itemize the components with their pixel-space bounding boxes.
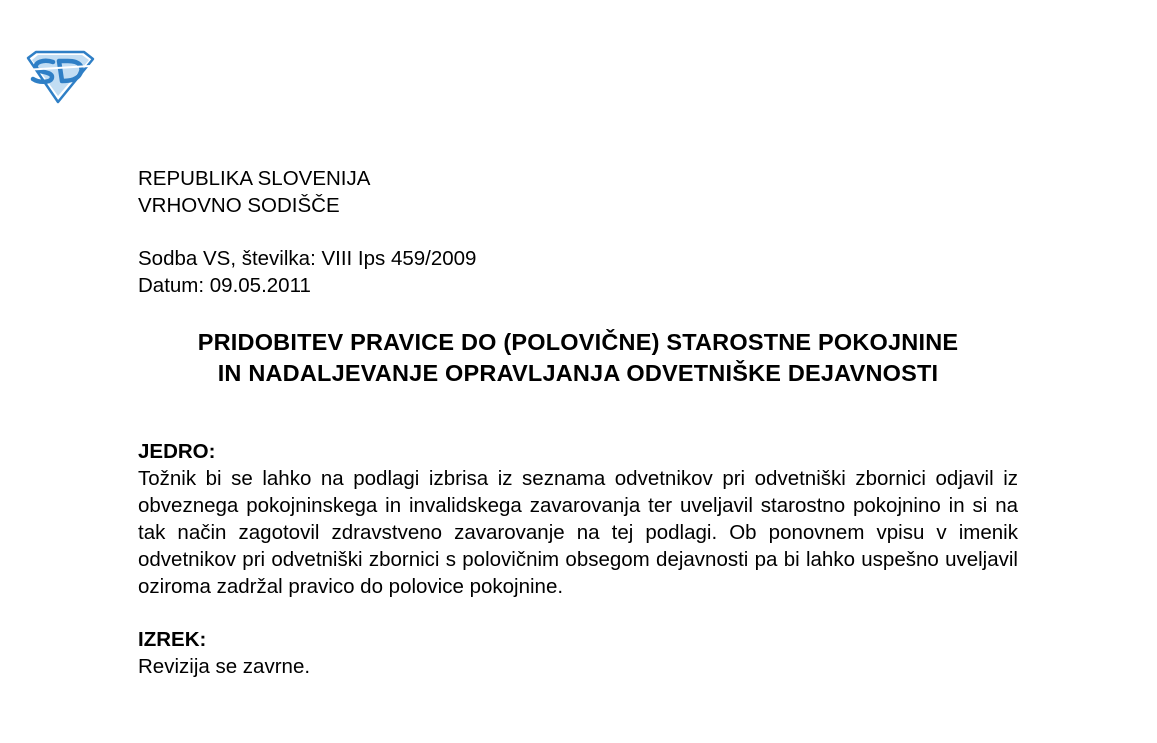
- document-title-line1: PRIDOBITEV PRAVICE DO (POLOVIČNE) STAROSTNE POKOJNINE: [197, 329, 959, 355]
- court-country: REPUBLIKA SLOVENIJA: [138, 167, 371, 190]
- case-number: Sodba VS, številka: VIII Ips 459/2009: [138, 247, 477, 270]
- izrek-text: Revizija se zavrne.: [138, 655, 311, 678]
- sd-shield-logo-icon: [22, 50, 96, 104]
- decision-date: Datum: 09.05.2011: [138, 274, 311, 297]
- document-title-line2: IN NADALJEVANJE OPRAVLJANJA ODVETNIŠKE DEJAVNOSTI: [217, 360, 939, 386]
- jedro-text: Tožnik bi se lahko na podlagi izbrisa iz seznama odvetnikov pri odvetniški zbornici odjavil iz obveznega pokojninskega in invalidskega zavarovanja ter uveljavil starostno pokojnino in si na tak način zagotovil zdravstveno zavarovanje na tej podlagi. Ob ponovnem vpisu v imenik odvetnikov pri odvetniški zbornici s polovičnim obsegom dejavnosti pa bi lahko uspešno uveljavil oziroma zadržal pravico do polovice pokojnine.: [138, 467, 1018, 598]
- izrek-heading: IZREK:: [138, 628, 207, 651]
- court-logo: [22, 50, 96, 104]
- jedro-heading: JEDRO:: [138, 440, 216, 463]
- document-body: [138, 165, 1018, 680]
- court-name: VRHOVNO SODIŠČE: [138, 194, 340, 217]
